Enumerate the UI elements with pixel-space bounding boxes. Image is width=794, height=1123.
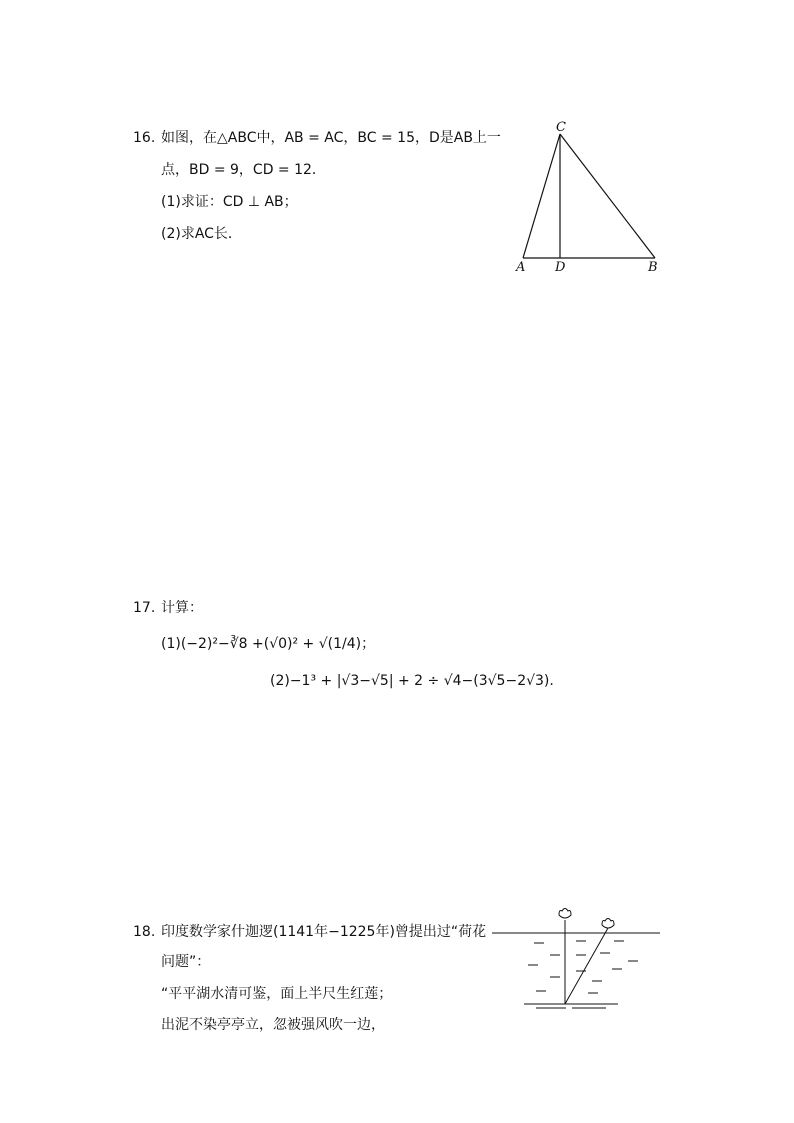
- triangle-figure: [505, 115, 675, 280]
- question-16-line-2: 点，BD = 9，CD = 12．: [161, 162, 326, 178]
- lotus-flower-upright: [559, 909, 571, 919]
- question-16-line-1: 如图，在△ABC中，AB = AC，BC = 15，D是AB上一: [161, 130, 501, 146]
- question-17-number: 17.: [133, 600, 156, 616]
- question-18-line-4: 出泥不染亭亭立，忽被强风吹一边，: [161, 1017, 385, 1033]
- question-18-line-3: “平平湖水清可鉴，面上半尺生红莲；: [161, 986, 393, 1002]
- vertex-label-d: D: [555, 260, 566, 275]
- vertex-label-b: B: [648, 260, 658, 275]
- side-ac: [523, 134, 560, 258]
- question-16-part-2: (2)求AC长．: [161, 226, 242, 242]
- question-16-number: 16.: [133, 130, 156, 146]
- lotus-lake-figure: [488, 905, 668, 1015]
- side-cb: [560, 134, 655, 258]
- question-17-part-1: (1)(−2)²−∛8 +(√0)² + √(1/4)；: [161, 636, 376, 652]
- question-17-title: 计算：: [161, 600, 203, 616]
- blown-stem: [565, 928, 608, 1004]
- question-17-part-2: (2)−1³ + |√3−√5| + 2 ÷ √4−(3√5−2√3).: [270, 673, 554, 689]
- question-18-line-2: 问题”：: [161, 954, 211, 970]
- lotus-flower-blown: [602, 919, 614, 929]
- question-16-part-1: (1)求证：CD ⊥ AB；: [161, 194, 298, 210]
- vertex-label-a: A: [516, 260, 526, 275]
- vertex-label-c: C: [556, 120, 566, 135]
- question-18-number: 18.: [133, 924, 156, 940]
- question-18-line-1: 印度数学家什迦逻(1141年−1225年)曾提出过“荷花: [161, 924, 487, 940]
